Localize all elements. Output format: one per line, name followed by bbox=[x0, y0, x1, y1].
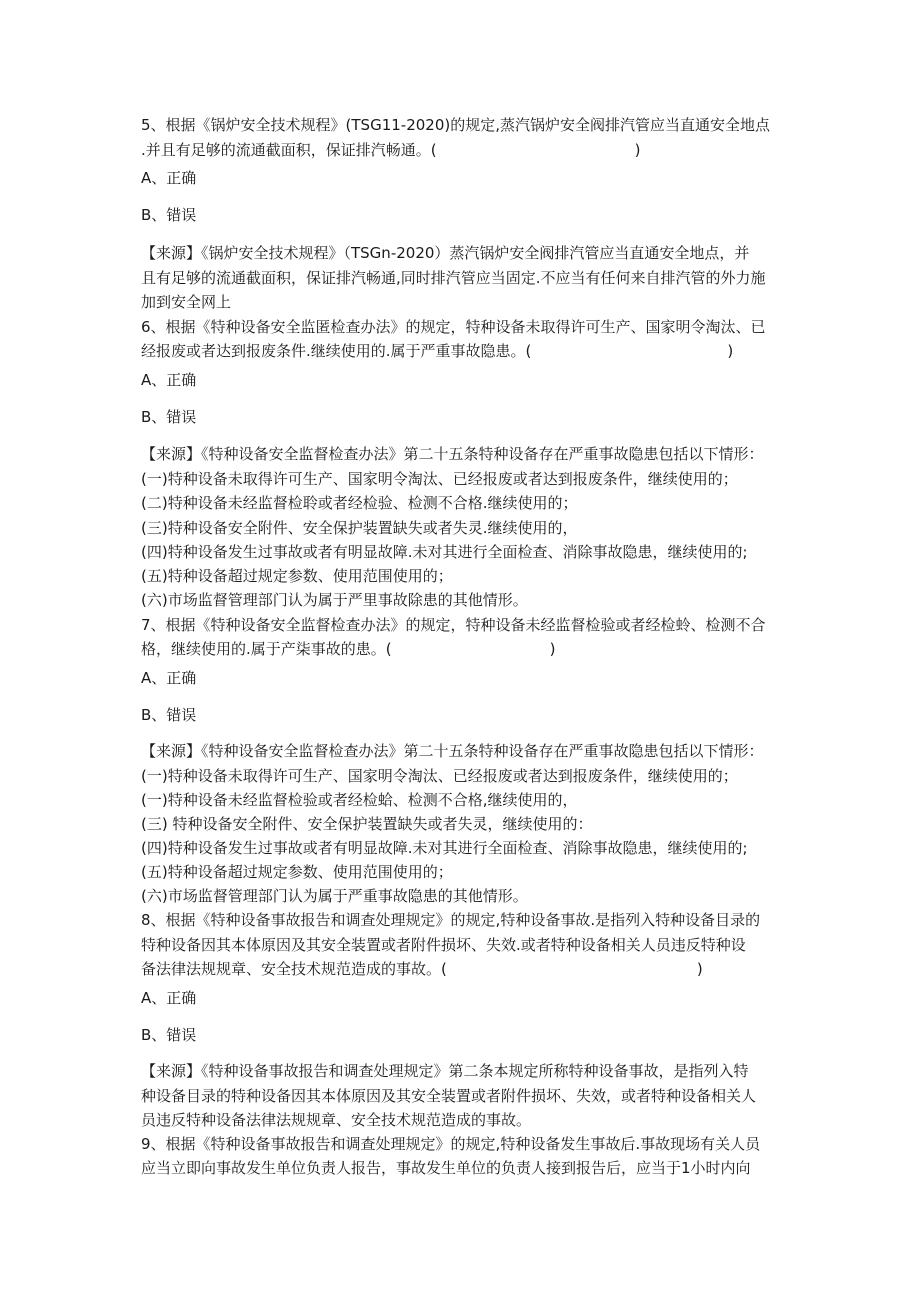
question-6-stem-end: 经报废或者达到报废条件.继续使用的.属于严重事故隐患。( bbox=[141, 342, 532, 360]
question-6-option-b: B、错误 bbox=[141, 408, 197, 426]
question-7-option-b: B、错误 bbox=[141, 706, 197, 724]
question-7-source-line-5: (四)特种设备发生过事故或者有明显故障.未对其进行全面检查、消除事故隐患，继续使用的; bbox=[141, 839, 748, 857]
question-8-option-b: B、错误 bbox=[141, 1026, 197, 1044]
question-7-option-a: A、正确 bbox=[141, 669, 197, 687]
question-7-source-line-2: (一)特种设备未取得许可生产、国家明令淘汰、已经报废或者达到报废条件，继续使用的； bbox=[141, 767, 738, 785]
question-8-close-paren: ) bbox=[696, 960, 703, 978]
question-8-line-3 bbox=[141, 957, 791, 981]
question-6-source-line-7: (六)市场监督管理部门认为属于严里事故除患的其他情形。 bbox=[141, 591, 528, 609]
question-6-line-1: 6、根据《特种设备安全监匿检查办法》的规定，特种设备未取得许可生产、国家明令淘汰、已 bbox=[141, 318, 766, 336]
question-8-stem-end: 备法律法规规章、安全技术规范造成的事故。( bbox=[141, 960, 447, 978]
question-7-line-2 bbox=[141, 637, 791, 661]
question-7-source-line-6: (五)特种设备超过规定参数、使用范围使用的； bbox=[141, 863, 453, 881]
question-7-source-line-1: 【来源】《特种设备安全监督检查办法》第二十五条特种设备存在严重事故隐患包括以下情形： bbox=[141, 742, 764, 760]
question-6-source-line-2: (一)特种设备未取得许可生产、国家明令淘汰、已经报废或者达到报废条件，继续使用的； bbox=[141, 470, 738, 488]
question-7-stem-end: 格，继续使用的.属于产柒事故的患。( bbox=[141, 640, 392, 658]
question-5-source-line-1: 【来源】《锅炉安全技术规程》（TSGn-2020）蒸汽锅炉安全阀排汽管应当直通安全地点，并 bbox=[141, 244, 750, 262]
question-5-option-b: B、错误 bbox=[141, 206, 197, 224]
question-8-source-line-3: 员违反特种设备法律法规规章、安全技术规范造成的事故。 bbox=[141, 1111, 532, 1129]
question-5-stem-end: .并且有足够的流通截面积，保证排汽畅通。( bbox=[141, 141, 437, 159]
question-6-source-line-1: 【来源】《特种设备安全监督检查办法》第二十五条特种设备存在严重事故隐患包括以下情形： bbox=[141, 445, 764, 463]
question-6-option-a: A、正确 bbox=[141, 371, 197, 389]
question-9-line-2: 应当立即向事故发生单位负责人报告，事故发生单位的负责人接到报告后，应当于1小时内向 bbox=[141, 1159, 751, 1177]
question-9-line-1: 9、根据《特种设备事故报告和调查处理规定》的规定,特种设备发生事故后.事故现场有关人员 bbox=[141, 1135, 761, 1153]
question-5-source-line-3: 加到安全网上 bbox=[141, 293, 232, 311]
question-6-source-line-3: (二)特种设备未经监督检聆或者经检验、检测不合格.继续使用的； bbox=[141, 494, 578, 512]
question-5-line-2 bbox=[141, 138, 791, 162]
question-7-source-line-7: (六)市场监督管理部门认为属于严重事故隐患的其他情形。 bbox=[141, 887, 528, 905]
question-8-line-1: 8、根据《特种设备事故报告和调查处理规定》的规定,特种设备事故.是指列入特种设备目录的 bbox=[141, 911, 761, 929]
question-7-source-line-4: (三) 特种设备安全附件、安全保护装置缺失或者失灵，继续使用的： bbox=[141, 815, 593, 833]
question-5-source-line-2: 且有足够的流通截面积，保证排汽畅通,同时排汽管应当固定.不应当有任何来自排汽管的外力施 bbox=[141, 269, 766, 287]
question-7-line-1: 7、根据《特种设备安全监督检查办法》的规定，特种设备未经监督检验或者经检蛉、检测不合 bbox=[141, 616, 766, 634]
question-6-close-paren: ) bbox=[727, 342, 734, 360]
question-8-line-2: 特种设备因其本体原因及其安全装置或者附件损坏、失效.或者特种设备相关人员违反特种设 bbox=[141, 936, 746, 954]
question-5-option-a: A、正确 bbox=[141, 169, 197, 187]
question-5-line-1: 5、根据《锅炉安全技术规程》(TSG11-2020)的规定,蒸汽锅炉安全阀排汽管应当直通安全地点 bbox=[141, 116, 771, 134]
question-6-source-line-4: (三)特种设备安全附件、安全保护装置缺失或者失灵.继续使用的， bbox=[141, 519, 578, 537]
question-5-close-paren: ) bbox=[634, 141, 641, 159]
question-6-source-line-6: (五)特种设备超过规定参数、使用范围使用的； bbox=[141, 567, 453, 585]
question-7-source-line-3: (一)特种设备未经监督检验或者经检蛤、检测不合格,继续使用的， bbox=[141, 791, 578, 809]
question-6-source-line-5: (四)特种设备发生过事故或者有明显故障.未对其进行全面检查、消除事故隐患，继续使用的; bbox=[141, 543, 748, 561]
question-8-option-a: A、正确 bbox=[141, 989, 197, 1007]
question-7-close-paren: ) bbox=[549, 640, 556, 658]
question-8-source-line-2: 种设备目录的特种设备因其本体原因及其安全装置或者附件损坏、失效，或者特种设备相关人 bbox=[141, 1087, 757, 1105]
question-6-line-2 bbox=[141, 339, 791, 363]
question-8-source-line-1: 【来源】《特种设备事故报告和调查处理规定》第二条本规定所称特种设备事故，是指列入特 bbox=[141, 1062, 749, 1080]
